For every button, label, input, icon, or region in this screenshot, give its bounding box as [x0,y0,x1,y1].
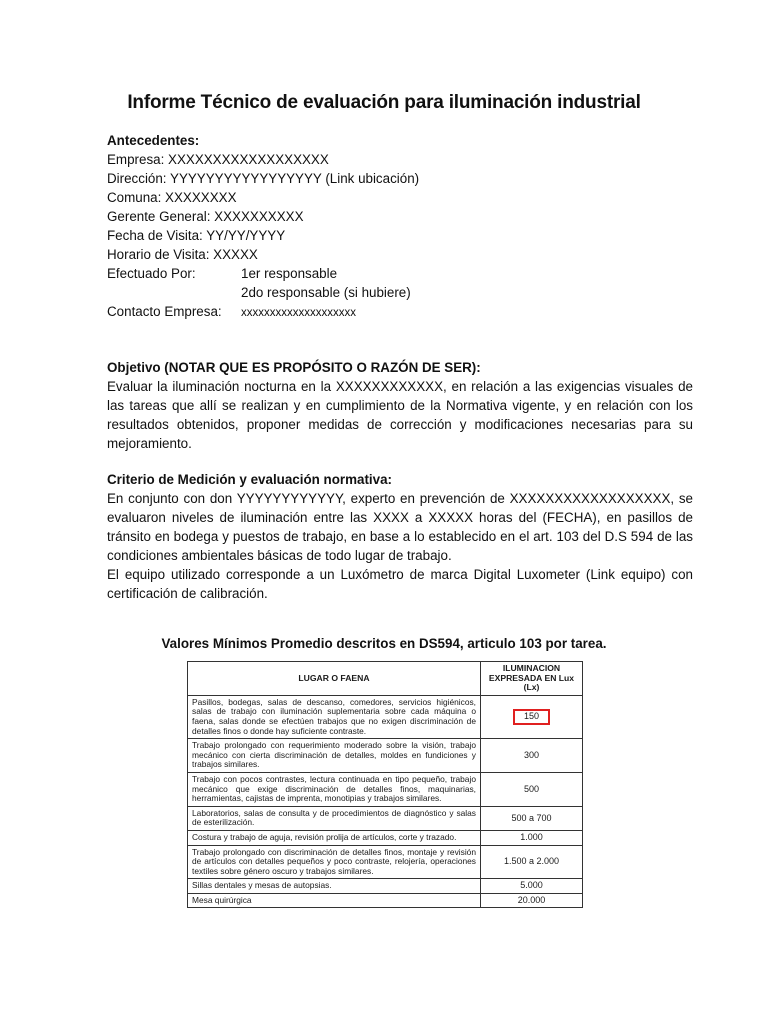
efectuado-line [107,264,693,283]
antecedentes-heading: Antecedentes: [107,133,200,148]
gerente-line: Gerente General: XXXXXXXXXX [107,209,304,224]
row-value: 1.000 [481,830,583,845]
ds594-table [187,661,583,908]
row-desc: Sillas dentales y mesas de autopsias. [188,879,481,894]
direccion-line: Dirección: YYYYYYYYYYYYYYYYY (Link ubicación) [107,171,420,186]
col-lugar-header: LUGAR O FAENA [188,662,481,696]
document-title: Informe Técnico de evaluación para iluminación industrial [127,92,641,113]
efectuado-line-2 [107,283,693,302]
contacto-line [107,302,693,323]
table-row [188,695,583,738]
efectuado-responsable-1: 1er responsable [241,266,338,281]
contacto-label: Contacto Empresa: [107,304,222,319]
table-row [188,845,583,879]
criterio-section [107,470,693,603]
row-desc: Mesa quirúrgica [188,893,481,908]
row-desc: Pasillos, bodegas, salas de descanso, comedores, servicios higiénicos, salas de trabajo con iluminación suplementaria sobre cada máquina o faena, salas donde se efectúen trabajos que no exigen discriminación de detalles finos o donde hay suficiente contraste. [188,695,481,738]
table-row [188,830,583,845]
table-title: Valores Mínimos Promedio descritos en DS594, articulo 103 por tarea. [161,636,607,651]
horario-line: Horario de Visita: XXXXX [107,247,258,262]
objetivo-body: Evaluar la iluminación nocturna en la XXXXXXXXXXXX, en relación a las exigencias visuales de las tareas que allí se realizan y en cumplimiento de la Normativa vigente, y en relación con los resultados obtenidos, proponer medidas de corrección y modificaciones necesarias para su mejoramiento. [107,379,693,451]
col-iluminacion-header: ILUMINACION EXPRESADA EN Lux (Lx) [481,662,583,696]
antecedentes-section [107,131,693,323]
objetivo-section [107,358,693,453]
row-value: 500 [481,772,583,806]
row-desc: Trabajo prolongado con discriminación de detalles finos, montaje y revisión de artículos con detalles pequeños y poco contraste, relojería, operaciones textiles sobre género oscuro y trabajos similares. [188,845,481,879]
row-value: 500 a 700 [481,806,583,830]
row-desc: Trabajo con pocos contrastes, lectura continuada en tipo pequeño, trabajo mecánico que exige discriminación de detalles finos, maquinarias, herramientas, cajistas de imprenta, monotipias y trabajos similares. [188,772,481,806]
table-row [188,739,583,773]
table-header-row [188,662,583,696]
empresa-line: Empresa: XXXXXXXXXXXXXXXXXX [107,152,329,167]
row-value: 300 [481,739,583,773]
row-value: 1.500 a 2.000 [481,845,583,879]
row-value-cell [481,695,583,738]
criterio-heading: Criterio de Medición y evaluación normativa: [107,472,392,487]
comuna-line: Comuna: XXXXXXXX [107,190,237,205]
row-desc: Costura y trabajo de aguja, revisión prolija de artículos, corte y trazado. [188,830,481,845]
fecha-line: Fecha de Visita: YY/YY/YYYY [107,228,286,243]
table-row [188,772,583,806]
criterio-body-2: El equipo utilizado corresponde a un Luxómetro de marca Digital Luxometer (Link equipo) con certificación de calibración. [107,567,693,601]
efectuado-label: Efectuado Por: [107,266,196,281]
table-row [188,879,583,894]
efectuado-responsable-2: 2do responsable (si hubiere) [241,285,411,300]
table-row [188,806,583,830]
contacto-value: xxxxxxxxxxxxxxxxxxxx [241,307,356,319]
row-desc: Trabajo prolongado con requerimiento moderado sobre la visión, trabajo mecánico con cierta discriminación de detalles, moldes en fundiciones y trabajos similares. [188,739,481,773]
objetivo-heading: Objetivo (NOTAR QUE ES PROPÓSITO O RAZÓN DE SER): [107,360,481,375]
row-desc: Laboratorios, salas de consulta y de procedimientos de diagnóstico y salas de esterilización. [188,806,481,830]
row-value: 5.000 [481,879,583,894]
criterio-body-1: En conjunto con don YYYYYYYYYYYY, experto en prevención de XXXXXXXXXXXXXXXXXX, se evaluaron niveles de iluminación entre las XXXX a XXXXX horas del (FECHA), en pasillos de tránsito en bodega y puestos de trabajo, en base a lo establecido en el art. 103 del D.S 594 de las condiciones ambientales básicas de todo lugar de trabajo. [107,491,693,563]
table-row [188,893,583,908]
row-value: 20.000 [481,893,583,908]
highlighted-value: 150 [513,709,550,725]
